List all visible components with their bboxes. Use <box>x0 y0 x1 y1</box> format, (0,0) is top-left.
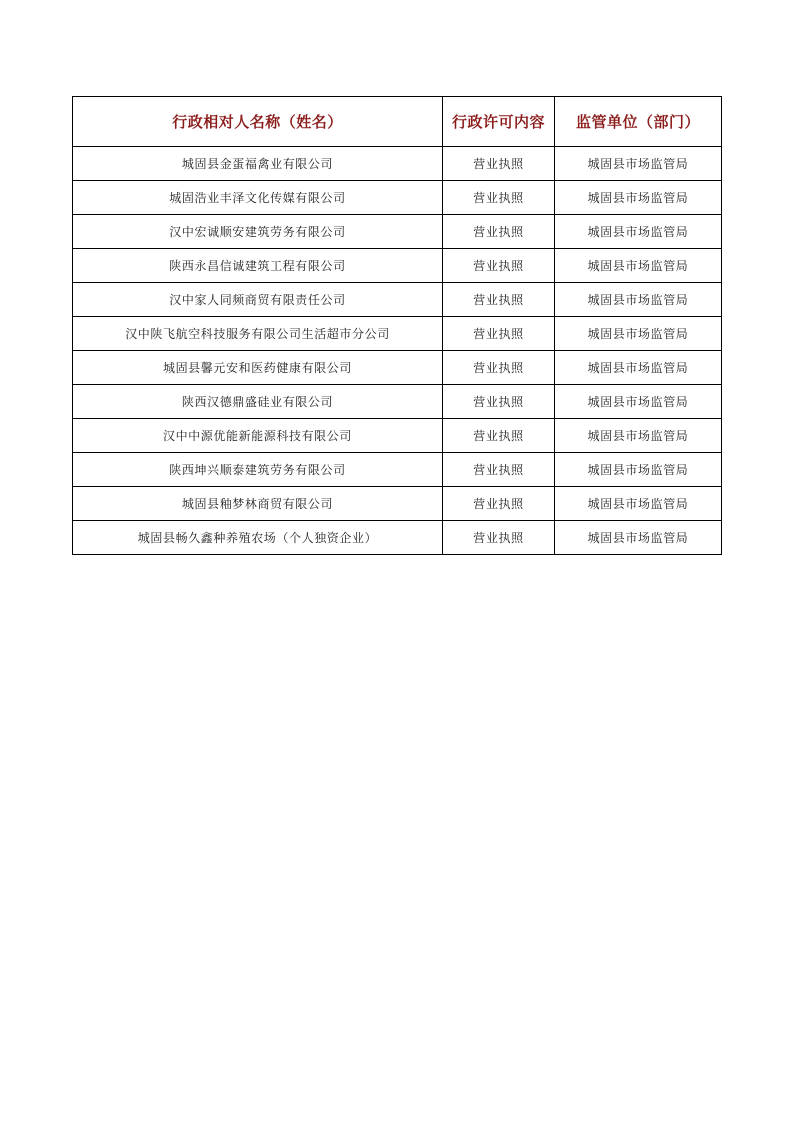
permit-table <box>72 96 722 555</box>
cell-unit: 城固县市场监管局 <box>555 147 722 181</box>
table-row <box>73 487 722 521</box>
cell-name: 城固浩业丰泽文化传媒有限公司 <box>73 181 443 215</box>
table-row <box>73 249 722 283</box>
header-name: 行政相对人名称（姓名） <box>73 97 443 147</box>
table-row <box>73 147 722 181</box>
cell-content: 营业执照 <box>443 147 555 181</box>
table-row <box>73 351 722 385</box>
table-row <box>73 283 722 317</box>
cell-name: 汉中中源优能新能源科技有限公司 <box>73 419 443 453</box>
cell-unit: 城固县市场监管局 <box>555 453 722 487</box>
cell-unit: 城固县市场监管局 <box>555 317 722 351</box>
cell-content: 营业执照 <box>443 487 555 521</box>
cell-unit: 城固县市场监管局 <box>555 385 722 419</box>
table-row <box>73 215 722 249</box>
cell-name: 城固县馨元安和医药健康有限公司 <box>73 351 443 385</box>
cell-name: 汉中家人同频商贸有限责任公司 <box>73 283 443 317</box>
table-row <box>73 385 722 419</box>
table-header-row <box>73 97 722 147</box>
table-row <box>73 181 722 215</box>
cell-content: 营业执照 <box>443 181 555 215</box>
cell-content: 营业执照 <box>443 419 555 453</box>
cell-content: 营业执照 <box>443 385 555 419</box>
cell-content: 营业执照 <box>443 351 555 385</box>
cell-name: 城固县金蛋福禽业有限公司 <box>73 147 443 181</box>
cell-content: 营业执照 <box>443 521 555 555</box>
table-row <box>73 453 722 487</box>
table-row <box>73 521 722 555</box>
cell-name: 城固县畅久鑫种养殖农场（个人独资企业） <box>73 521 443 555</box>
table-row <box>73 317 722 351</box>
cell-unit: 城固县市场监管局 <box>555 249 722 283</box>
cell-content: 营业执照 <box>443 453 555 487</box>
cell-unit: 城固县市场监管局 <box>555 215 722 249</box>
cell-content: 营业执照 <box>443 249 555 283</box>
cell-content: 营业执照 <box>443 317 555 351</box>
cell-name: 汉中宏诚顺安建筑劳务有限公司 <box>73 215 443 249</box>
cell-unit: 城固县市场监管局 <box>555 419 722 453</box>
table-row <box>73 419 722 453</box>
cell-name: 汉中陕飞航空科技服务有限公司生活超市分公司 <box>73 317 443 351</box>
cell-content: 营业执照 <box>443 283 555 317</box>
cell-unit: 城固县市场监管局 <box>555 487 722 521</box>
cell-unit: 城固县市场监管局 <box>555 283 722 317</box>
cell-name: 城固县釉梦林商贸有限公司 <box>73 487 443 521</box>
header-content: 行政许可内容 <box>443 97 555 147</box>
cell-name: 陕西汉德鼎盛硅业有限公司 <box>73 385 443 419</box>
cell-unit: 城固县市场监管局 <box>555 181 722 215</box>
cell-unit: 城固县市场监管局 <box>555 351 722 385</box>
cell-name: 陕西永昌信诚建筑工程有限公司 <box>73 249 443 283</box>
cell-content: 营业执照 <box>443 215 555 249</box>
cell-name: 陕西坤兴顺泰建筑劳务有限公司 <box>73 453 443 487</box>
cell-unit: 城固县市场监管局 <box>555 521 722 555</box>
header-unit: 监管单位（部门） <box>555 97 722 147</box>
